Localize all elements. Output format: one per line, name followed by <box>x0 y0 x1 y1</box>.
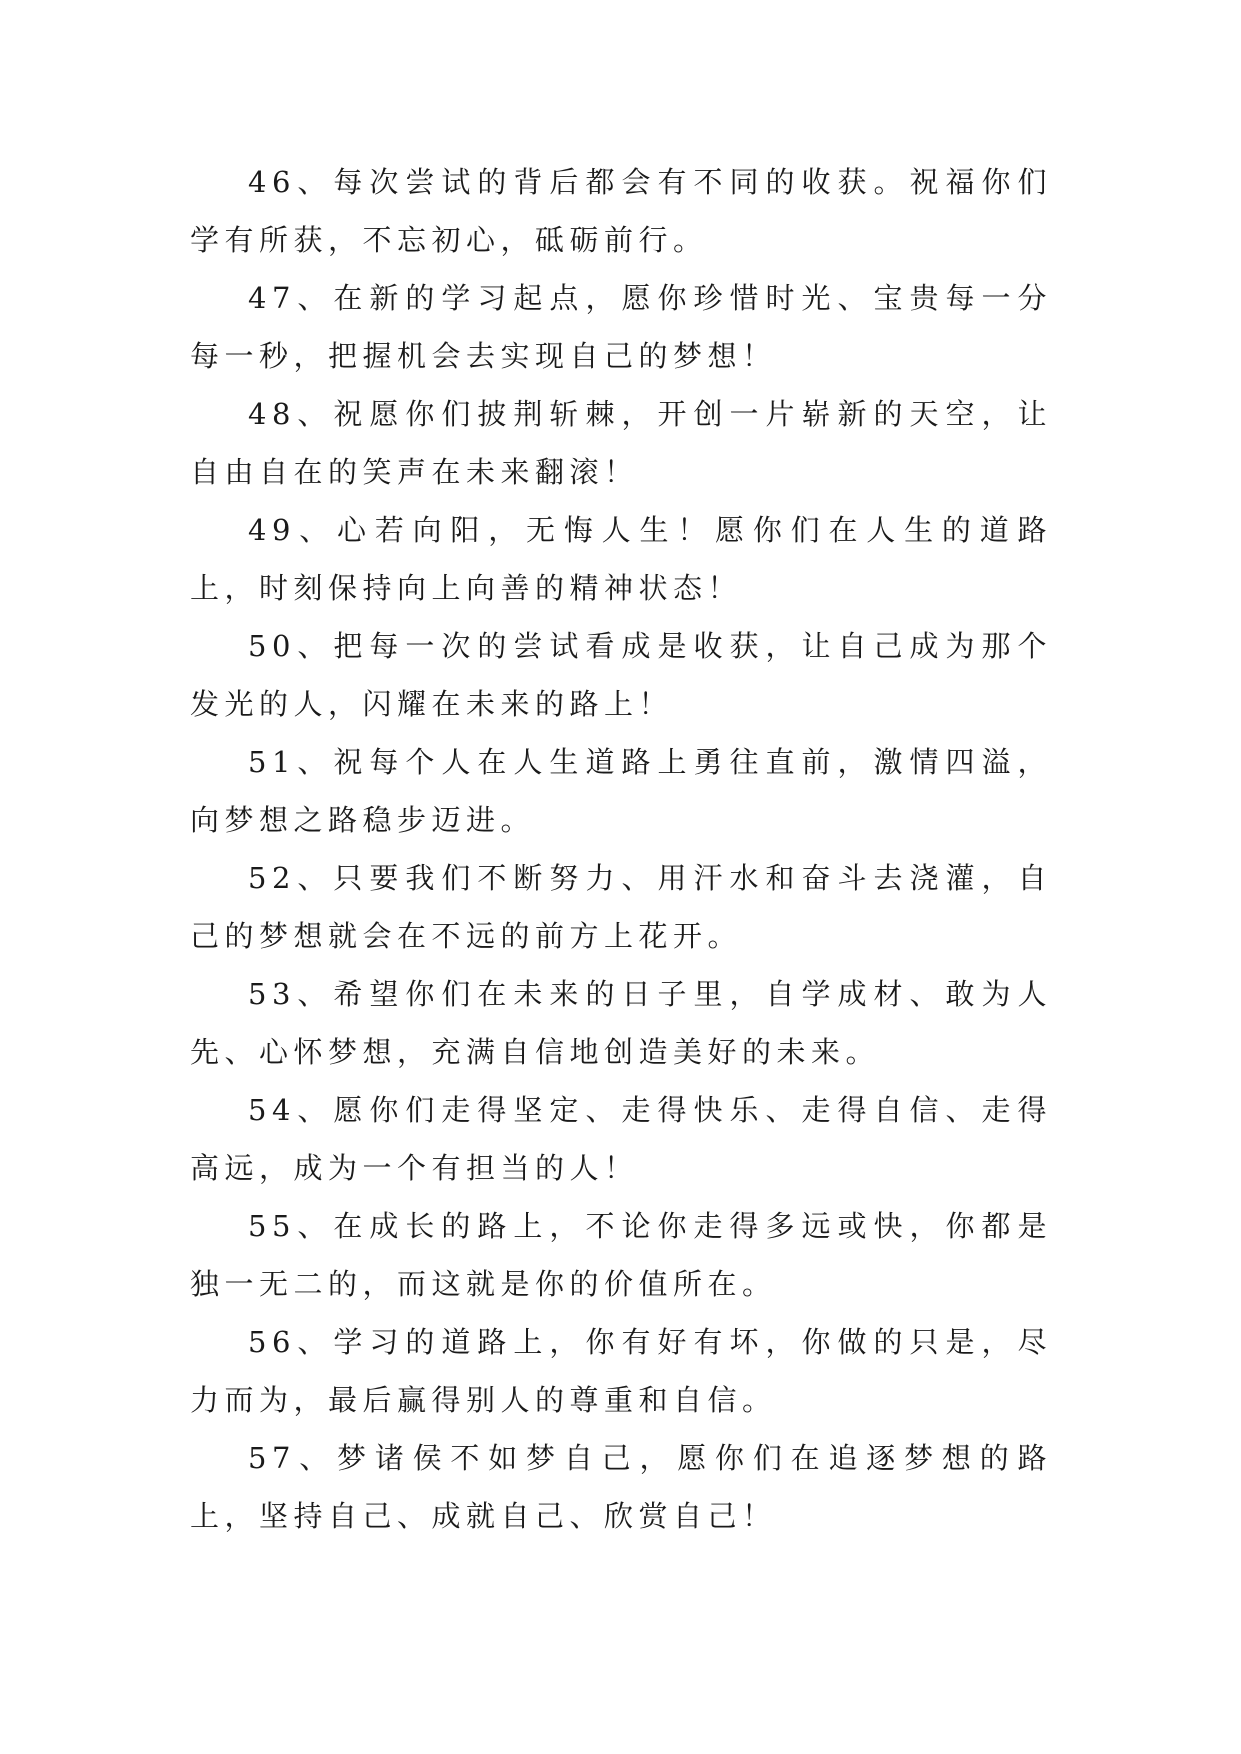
paragraph-46: 46、每次尝试的背后都会有不同的收获。祝福你们学有所获，不忘初心，砥砺前行。 <box>190 165 1052 257</box>
paragraph-57: 57、梦诸侯不如梦自己，愿你们在追逐梦想的路上，坚持自己、成就自己、欣赏自己！ <box>190 1441 1052 1533</box>
paragraph-48: 48、祝愿你们披荆斩棘，开创一片崭新的天空，让自由自在的笑声在未来翻滚！ <box>190 397 1052 489</box>
paragraph-51: 51、祝每个人在人生道路上勇往直前，激情四溢，向梦想之路稳步迈进。 <box>190 745 1052 837</box>
paragraph-52: 52、只要我们不断努力、用汗水和奋斗去浇灌，自己的梦想就会在不远的前方上花开。 <box>190 861 1052 953</box>
paragraph-55: 55、在成长的路上，不论你走得多远或快，你都是独一无二的，而这就是你的价值所在。 <box>190 1209 1052 1301</box>
paragraph-56: 56、学习的道路上，你有好有坏，你做的只是，尽力而为，最后赢得别人的尊重和自信。 <box>190 1325 1052 1417</box>
paragraph-54: 54、愿你们走得坚定、走得快乐、走得自信、走得高远，成为一个有担当的人！ <box>190 1093 1052 1185</box>
paragraph-49: 49、心若向阳，无悔人生！愿你们在人生的道路上，时刻保持向上向善的精神状态！ <box>190 513 1052 605</box>
document-body <box>190 153 1052 1545</box>
paragraph-50: 50、把每一次的尝试看成是收获，让自己成为那个发光的人，闪耀在未来的路上！ <box>190 629 1052 721</box>
paragraph-53: 53、希望你们在未来的日子里，自学成材、敢为人先、心怀梦想，充满自信地创造美好的未来。 <box>190 977 1052 1069</box>
paragraph-47: 47、在新的学习起点，愿你珍惜时光、宝贵每一分每一秒，把握机会去实现自己的梦想！ <box>190 281 1052 373</box>
